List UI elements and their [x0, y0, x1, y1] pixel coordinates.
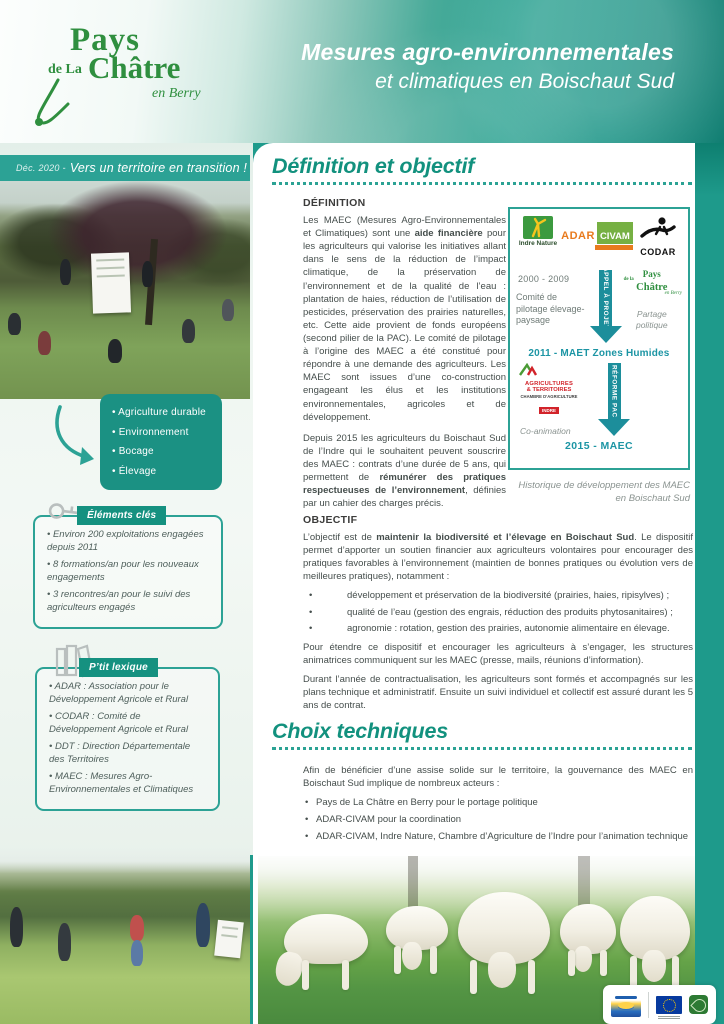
chamber-role: Co-animation: [520, 426, 571, 436]
arrowhead: [590, 326, 622, 343]
definition-paragraph-2: Depuis 2015 les agriculteurs du Boischaut Sud de l’Indre qui le souhaitent peuvent souscrire des MAEC : contrats d’une durée de 5 ans, qui permettent de rémunérer des pratiques respectueuses de l’environnement, définies par un cahier des charges précis.: [303, 432, 507, 510]
timeline-row-1: [516, 266, 682, 343]
logo-word-dela: de La: [48, 62, 82, 77]
objectif-bullet: • qualité de l’eau (gestion des engrais, réduction des produits phytosanitaires) ;: [303, 606, 693, 619]
key-fact-item: • 8 formations/an pour les nouveaux engagements: [47, 559, 211, 584]
person-red-shirt: [130, 915, 144, 941]
choix-bullet: • Pays de La Châtre en Berry pour le portage politique: [303, 796, 693, 809]
objectif-paragraph-2: Pour étendre ce dispositif et encourager les agriculteurs à s’engager, les structures animatrices communiquent sur les MAEC (presse, mails, réunions d’information).: [303, 641, 693, 666]
maec-history-panel: [508, 207, 690, 470]
leader-logo: [689, 995, 708, 1014]
europe-sengage-logo: [611, 993, 641, 1017]
section-definition-objectif: [272, 154, 692, 185]
timeline-period-caption: Comité de pilotage élevage-paysage: [516, 292, 585, 325]
milestone-2015: 2015 - MAEC: [564, 440, 633, 452]
indre-nature-icon: [523, 216, 553, 239]
glossary-label: P’tit lexique: [79, 658, 158, 677]
chambre-agriculture-icon: [518, 363, 538, 376]
edition-date: Déc. 2020 -: [16, 163, 66, 173]
dotted-rule: [272, 747, 692, 750]
codar-logo: [634, 216, 682, 257]
choix-bullet: • ADAR-CIVAM, Indre Nature, Chambre d’Agriculture de l’Indre pour l’animation technique: [303, 830, 693, 843]
arrow-appel-a-projet: [590, 266, 622, 343]
cow: [386, 906, 448, 950]
document-title-line1: Mesures agro-environnementales: [301, 39, 674, 65]
objectif-bullet: • développement et préservation de la biodiversité (prairies, haies, ripisylves) ;: [303, 589, 693, 602]
person-jeans: [131, 940, 143, 966]
definition-column: [303, 197, 506, 518]
choix-intro: Afin de bénéficier d’une assise solide sur le territoire, la gouvernance des MAEC en Boischaut Sud implique de nombreux acteurs :: [303, 765, 693, 790]
tag-environnement: • Environnement: [112, 423, 214, 443]
objectif-intro: L’objectif est de maintenir la biodiversité et l’élevage en Boischaut Sud. Le dispositif permet d’apporter un soutien financier aux agriculteurs volontaires pour encourager des pratiques favorables à l’environnement (maintien de bonnes pratiques ou évolution vers de meilleures pratiques), notamment :: [303, 532, 693, 583]
objectif-bullets: [303, 589, 693, 634]
person-figure: [8, 313, 21, 335]
edition-slogan: Vers un territoire en transition !: [69, 161, 248, 175]
theme-tags-box: [100, 394, 222, 490]
eu-flag-logo: [656, 996, 682, 1014]
glossary-item: • MAEC : Mesures Agro-Environnementales et Climatiques: [49, 771, 208, 796]
arrow2-label: RÉFORME PAC: [610, 364, 618, 418]
panel-caption: Historique de développement des MAEC en Boischaut Sud: [518, 480, 690, 504]
edition-banner: [0, 155, 250, 181]
indre-nature-logo: [516, 216, 560, 247]
person-figure: [60, 259, 71, 285]
person-figure: [222, 299, 234, 321]
glossary-box: [35, 662, 220, 811]
timeline-period: 2000 - 2009: [518, 274, 570, 284]
person-figure: [142, 261, 153, 287]
person-figure: [196, 903, 210, 947]
logo-word-berry: en Berry: [152, 86, 201, 101]
person-figure: [182, 319, 195, 343]
person-figure: [38, 331, 51, 355]
adar-civam-logo: [561, 222, 633, 250]
flipchart-board: [91, 252, 131, 313]
partner-role: Partage politique: [635, 308, 668, 330]
codar-caption: CODAR: [640, 247, 676, 257]
right-teal-band: [695, 143, 724, 1024]
arrow-reforme-pac: [598, 363, 630, 436]
choix-block: [303, 764, 693, 848]
glossary-item: • DDT : Direction Départementale des Territoires: [49, 741, 208, 766]
key-fact-item: • 3 rencontres/an pour le suivi des agriculteurs engagés: [47, 589, 211, 614]
document-title-line2: et climatiques en Boischaut Sud: [375, 69, 674, 93]
funders-logos-box: [603, 985, 716, 1024]
section-choix-techniques: [272, 719, 692, 750]
cow-grazing: [284, 914, 368, 964]
dotted-rule: [272, 182, 692, 185]
tag-bocage: • Bocage: [112, 442, 214, 462]
key-facts-box: [33, 510, 223, 629]
tag-elevage: • Élevage: [112, 462, 214, 482]
document-title: [254, 38, 674, 95]
key-fact-item: • Environ 200 exploitations engagées depuis 2011: [47, 529, 211, 554]
definition-paragraph-1: Les MAEC (Mesures Agro-Environnementales et Climatiques) sont une aide financière pour les agriculteurs qui valorise les initiatives allant dans le sens de la réduction de l’impact climatique, de la préservation de l’environnement et de la qualité de l’eau : plantation de haies, réduction de l’utilisation de pesticides, préservation des prairies naturelles, etc. Cette aide provient de fonds européens (second pilier de la PAC). Le comité de pilotage à l’origine des MAEC a été constitué pour répondre à une demande des agriculteurs. Les MAEC sont issues d’une co-construction engageant les élus et les institutions environnementales, agricoles et de développement.: [303, 215, 506, 423]
person-figure: [108, 339, 122, 363]
codar-icon: [638, 216, 678, 242]
timeline-row-2: [516, 363, 682, 436]
definition-label: DÉFINITION: [303, 197, 366, 209]
milestone-2011: 2011 - MAET Zones Humides: [528, 348, 670, 359]
glossary-item: • ADAR : Association pour le Développement Agricole et Rural: [49, 681, 208, 706]
pays-de-la-chatre-logo: [48, 18, 248, 130]
pays-chatre-mini-logo: Pays de la Châtre en Berry: [623, 269, 682, 297]
logo-word-pays: Pays: [70, 22, 140, 58]
objectif-label: OBJECTIF: [303, 514, 358, 526]
sidebar: [0, 143, 253, 855]
civam-strip: [595, 245, 633, 250]
page-header: [0, 0, 724, 143]
section2-title: Choix techniques: [272, 719, 448, 743]
cow: [560, 904, 616, 954]
section1-title: Définition et objectif: [272, 154, 475, 178]
arrowhead: [598, 419, 630, 436]
field-training-photo: [0, 845, 250, 1024]
tag-agriculture-durable: • Agriculture durable: [112, 403, 214, 423]
arrow1-label: APPEL À PROJET: [602, 266, 610, 330]
key-facts-label: Éléments clés: [77, 506, 166, 525]
objectif-bullet: • agronomie : rotation, gestion des prairies, autonomie alimentaire en élevage.: [303, 622, 693, 635]
cow-center: [458, 892, 550, 964]
person-figure: [58, 923, 71, 961]
person-figure: [10, 907, 23, 947]
partner-logos-row: [516, 216, 682, 266]
glossary-item: • CODAR : Comité de Développement Agricole et Rural: [49, 711, 208, 736]
civam-label: CIVAM: [597, 222, 633, 244]
flipchart-board: [214, 920, 244, 959]
main-content-card: [253, 143, 695, 1024]
meeting-under-tree-photo: [0, 181, 250, 399]
cow: [620, 896, 690, 960]
choix-bullet: • ADAR-CIVAM pour la coordination: [303, 813, 693, 826]
objectif-paragraph-3: Durant l’année de contractualisation, les agriculteurs sont formés et accompagnés sur les plans technique et administratif. Ensuite un suivi individuel et collectif est assuré durant les 5 ans de contrat.: [303, 673, 693, 712]
objectif-block: [303, 514, 693, 718]
adar-label: ADAR: [561, 230, 595, 242]
logo-divider: [648, 992, 649, 1018]
logo-word-chatre: Châtre: [88, 50, 181, 85]
chambre-agriculture-logo: AGRICULTURES & TERRITOIRES CHAMBRE D’AGRICULTURE INDRE Co-animation: [516, 363, 598, 436]
choix-bullets: [303, 796, 693, 843]
indre-nature-caption: Indre Nature: [518, 240, 558, 247]
